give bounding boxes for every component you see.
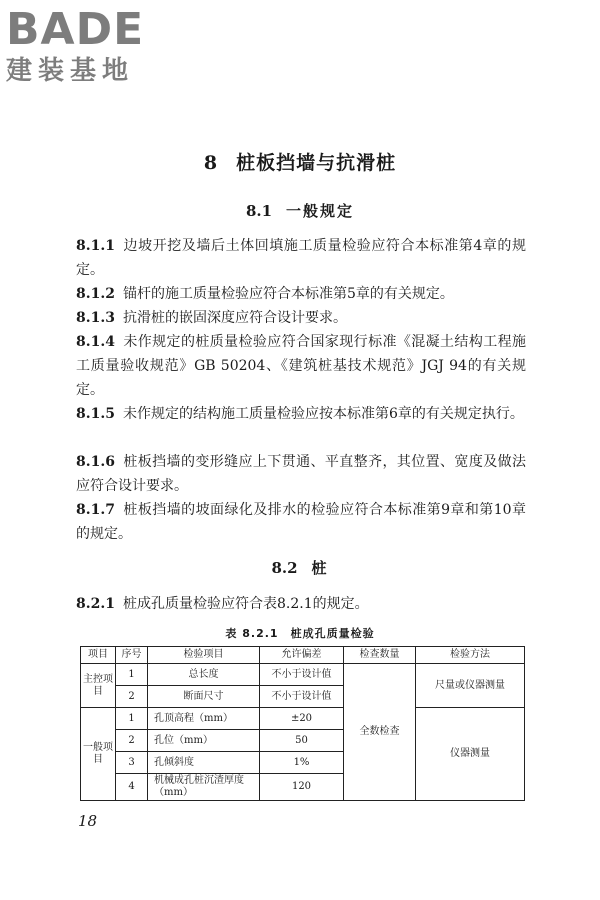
clause-8-1-3 bbox=[76, 306, 526, 330]
clause-number: 8.1.2 bbox=[76, 286, 115, 302]
cell-tolerance: 50 bbox=[260, 730, 344, 752]
cell-tolerance: 不小于设计值 bbox=[260, 664, 344, 686]
cell-tolerance: ±20 bbox=[260, 708, 344, 730]
clause-8-1-7 bbox=[76, 498, 526, 546]
clause-text: 边坡开挖及墙后土体回填施工质量检验应符合本标准第4章的规定。 bbox=[76, 238, 526, 278]
clause-8-2-1 bbox=[76, 592, 526, 616]
cell-item: 孔位（mm） bbox=[148, 730, 260, 752]
clause-text: 桩成孔质量检验应符合表8.2.1的规定。 bbox=[122, 596, 369, 612]
clause-8-1-2 bbox=[76, 282, 526, 306]
clause-number: 8.1.5 bbox=[76, 406, 115, 422]
cell-serial: 2 bbox=[116, 686, 148, 708]
clause-number: 8.1.1 bbox=[76, 238, 115, 254]
chapter-title-text: 桩板挡墙与抗滑桩 bbox=[236, 152, 397, 174]
clause-number: 8.1.6 bbox=[76, 454, 115, 470]
header-quantity: 检查数量 bbox=[344, 647, 416, 664]
clause-8-1-4 bbox=[76, 330, 526, 402]
clause-8-1-6 bbox=[76, 450, 526, 498]
clause-number: 8.2.1 bbox=[76, 596, 115, 612]
clause-text: 桩板挡墙的变形缝应上下贯通、平直整齐，其位置、宽度及做法应符合设计要求。 bbox=[76, 454, 526, 494]
clause-text: 锚杆的施工质量检验应符合本标准第5章的有关规定。 bbox=[122, 286, 454, 302]
cell-item: 总长度 bbox=[148, 664, 260, 686]
cell-serial: 1 bbox=[116, 664, 148, 686]
header-category: 项目 bbox=[81, 647, 116, 664]
cell-method-general: 仪器测量 bbox=[416, 708, 525, 801]
cell-item: 孔顶高程（mm） bbox=[148, 708, 260, 730]
cell-tolerance: 不小于设计值 bbox=[260, 686, 344, 708]
section-number: 8.1 bbox=[245, 202, 273, 220]
cell-item: 断面尺寸 bbox=[148, 686, 260, 708]
brand-logo bbox=[6, 6, 206, 86]
table-caption bbox=[0, 625, 600, 641]
table-title: 桩成孔质量检验 bbox=[290, 627, 375, 640]
clause-8-1-1 bbox=[76, 234, 526, 282]
logo-brand-text: BADE bbox=[6, 4, 145, 55]
section-title-8-2 bbox=[0, 557, 600, 578]
clause-8-1-5 bbox=[76, 402, 526, 426]
section-title-text: 一般规定 bbox=[286, 202, 355, 220]
section-title-8-1 bbox=[0, 200, 600, 221]
table-number: 表 8.2.1 bbox=[225, 627, 279, 640]
group-main-control: 主控项目 bbox=[81, 664, 116, 708]
chapter-title bbox=[0, 148, 600, 175]
clause-number: 8.1.3 bbox=[76, 310, 115, 326]
cell-tolerance: 120 bbox=[260, 774, 344, 801]
cell-serial: 4 bbox=[116, 774, 148, 801]
cell-item: 孔倾斜度 bbox=[148, 752, 260, 774]
cell-serial: 3 bbox=[116, 752, 148, 774]
pile-hole-quality-table bbox=[80, 646, 525, 801]
clause-number: 8.1.4 bbox=[76, 334, 115, 350]
cell-serial: 2 bbox=[116, 730, 148, 752]
clause-number: 8.1.7 bbox=[76, 502, 115, 518]
logo-subtitle: 建装基地 bbox=[6, 56, 135, 86]
table-header-row bbox=[81, 647, 525, 664]
clause-text: 未作规定的桩质量检验应符合国家现行标准《混凝土结构工程施工质量验收规范》GB 50204、《建筑桩基技术规范》JGJ 94的有关规定。 bbox=[76, 334, 526, 398]
cell-tolerance: 1% bbox=[260, 752, 344, 774]
clause-text: 抗滑桩的嵌固深度应符合设计要求。 bbox=[122, 310, 347, 326]
chapter-number: 8 bbox=[203, 152, 219, 174]
header-inspection-item: 检验项目 bbox=[148, 647, 260, 664]
cell-serial: 1 bbox=[116, 708, 148, 730]
table-row bbox=[81, 708, 525, 730]
section-number: 8.2 bbox=[271, 559, 298, 577]
cell-method-main: 尺量或仪器测量 bbox=[416, 664, 525, 708]
page-number: 18 bbox=[78, 812, 98, 830]
header-tolerance: 允许偏差 bbox=[260, 647, 344, 664]
section-title-text: 桩 bbox=[311, 559, 329, 577]
cell-quantity: 全数检查 bbox=[344, 664, 416, 801]
group-general: 一般项目 bbox=[81, 708, 116, 801]
table-row bbox=[81, 664, 525, 686]
cell-item: 机械成孔桩沉渣厚度（mm） bbox=[148, 774, 260, 801]
header-serial: 序号 bbox=[116, 647, 148, 664]
header-method: 检验方法 bbox=[416, 647, 525, 664]
clause-text: 桩板挡墙的坡面绿化及排水的检验应符合本标准第9章和第10章的规定。 bbox=[76, 502, 526, 542]
clause-text: 未作规定的结构施工质量检验应按本标准第6章的有关规定执行。 bbox=[122, 406, 524, 422]
